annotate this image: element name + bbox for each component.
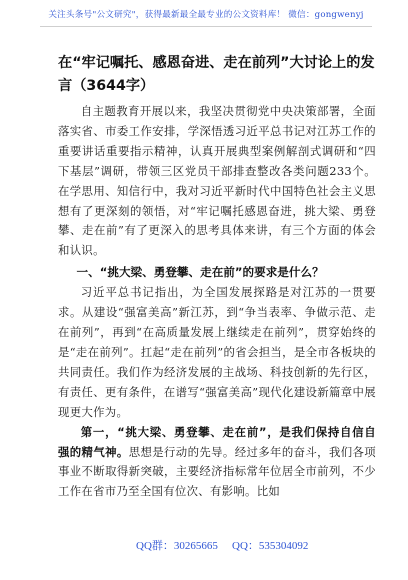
section-heading-1: 一、“挑大梁、勇登攀、走在前”的要求是什么？: [76, 265, 324, 280]
page-header-banner: [40, 8, 372, 27]
point-paragraph: [58, 423, 376, 503]
footer-qq-contact: QQ：535304092: [232, 540, 309, 552]
footer-qq-group: QQ群：30265665: [136, 540, 218, 552]
point-lead: 第一，“挑大梁、勇登攀、走在前”，是我们保持自信自强的精气神。: [58, 424, 376, 459]
intro-paragraph: 自主题教育开展以来，我坚决贯彻党中央决策部署，全面落实省、市委工作安排，学深悟透习近平总书记对江苏工作的重要讲话重要指示精神，认真开展典型案例解剖式调研和“四下基层”调研，带领三区党员干部排查整改各类问题233个。在学思用、知信行中，我对习近平新时代中国特色社会主义思想有了更深刻的领悟，对“牢记嘱托感恩奋进，挑大梁、勇登攀、走在前”有了更深入的思考具体来讲，有三个方面的体会和认识。: [58, 104, 376, 258]
header-text: 关注头条号"公文研究"，获得最新最全最专业的公文资料库！ 微信：gongwenyj: [48, 10, 364, 20]
document-title: 在“牢记嘱托、感恩奋进、走在前列”大讨论上的发言（3644字）: [58, 55, 375, 94]
document-body: [58, 102, 376, 502]
point-text: 思想是行动的先导。经过多年的奋斗，我们各项事业不断取得新突破，主要经济指标常年位居全市前列，不少工作在省市乃至全国有位次、有影响。比如: [58, 444, 376, 499]
section-paragraph: 习近平总书记指出，为全国发展探路是对江苏的一贯要求。从建设“强富美高”新江苏，到“争当表率、争做示范、走在前列”，再到“在高质量发展上继续走在前列”，贯穿始终的是“走在前列”。扛起“走在前列”的省会担当，是全市各板块的共同责任。我们作为经济发展的主战场、科技创新的先行区，有责任、更有条件，在谱写“强富美高”现代化建设新篇章中展现更大作为。: [58, 285, 376, 419]
